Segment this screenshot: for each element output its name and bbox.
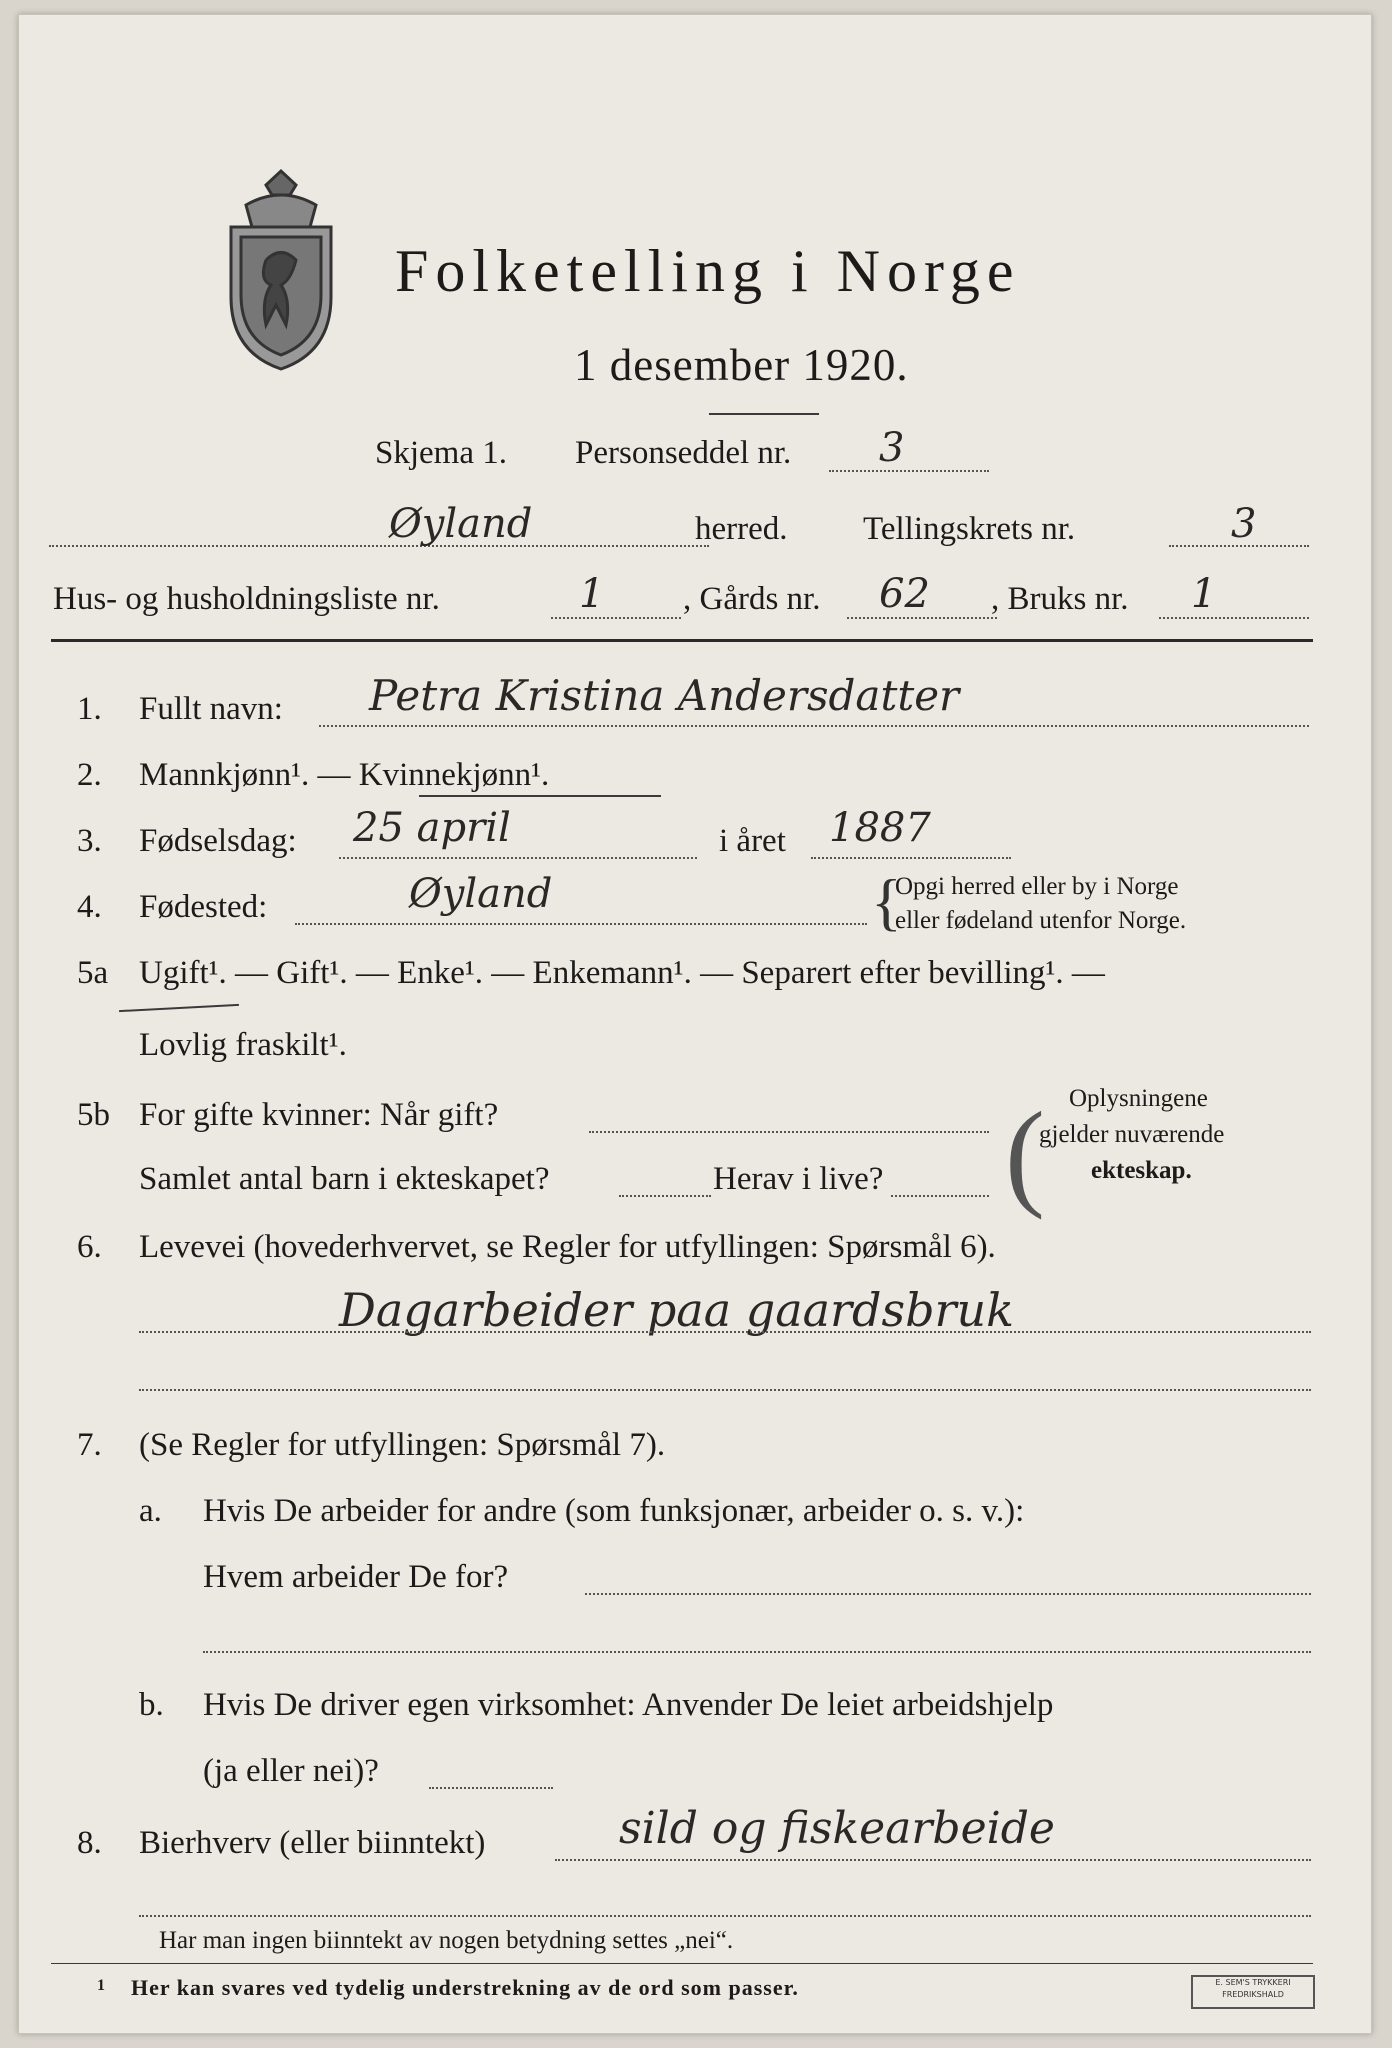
- birthplace-value[interactable]: Øyland: [409, 871, 553, 917]
- herred-line: [49, 545, 709, 547]
- q5b-label-2: Samlet antal barn i ekteskapet?: [139, 1161, 550, 1197]
- q8-label: Bierhverv (eller biinntekt): [139, 1825, 486, 1861]
- husliste-line: [551, 617, 681, 619]
- q7-label: (Se Regler for utfyllingen: Spørsmål 7).: [139, 1427, 666, 1463]
- side-income-value[interactable]: sild og fiskearbeide: [619, 1803, 1055, 1854]
- brace-icon-2: (: [1005, 1087, 1045, 1220]
- q1-line: [319, 725, 1309, 727]
- occupation-line-2: [139, 1389, 1311, 1391]
- tellingskrets-value[interactable]: 3: [1231, 501, 1257, 547]
- marital-status-options[interactable]: Ugift¹. — Gift¹. — Enke¹. — Enkemann¹. — Separert efter bevilling¹. —: [139, 955, 1105, 991]
- gards-value[interactable]: 62: [879, 571, 930, 617]
- q5b-number: 5b: [77, 1097, 110, 1133]
- q7-number: 7.: [77, 1427, 102, 1463]
- footer-rule: [51, 1963, 1313, 1964]
- q6-number: 6.: [77, 1229, 102, 1265]
- footnote-text: Her kan svares ved tydelig understrekning av de ord som passer.: [131, 1975, 799, 2000]
- birthdate-line: [339, 857, 697, 859]
- birthyear-value[interactable]: 1887: [829, 805, 931, 851]
- gards-line: [847, 617, 997, 619]
- birthplace-note-1: Opgi herred eller by i Norge: [895, 873, 1179, 900]
- q5a-number: 5a: [77, 955, 109, 991]
- q3-label: Fødselsdag:: [139, 823, 297, 859]
- q2-number: 2.: [77, 757, 102, 793]
- q8-number: 8.: [77, 1825, 102, 1861]
- q6-label: Levevei (hovederhvervet, se Regler for utfyllingen: Spørsmål 6).: [139, 1229, 996, 1265]
- skjema-label: Skjema 1.: [375, 435, 507, 471]
- q1-number: 1.: [77, 691, 102, 727]
- herred-label: herred.: [695, 511, 788, 547]
- bruks-label: , Bruks nr.: [991, 581, 1129, 617]
- q5b-note-3: ekteskap.: [1091, 1157, 1192, 1184]
- printer-name: E. SEM'S TRYKKERI: [1215, 1978, 1291, 1987]
- personseddel-line: [829, 470, 989, 472]
- q3-number: 3.: [77, 823, 102, 859]
- q7b-label-2: (ja eller nei)?: [203, 1753, 379, 1789]
- title-divider: [709, 413, 819, 415]
- side-income-line-1: [555, 1859, 1311, 1861]
- bruks-value[interactable]: 1: [1191, 571, 1217, 617]
- printer-stamp: [1191, 1975, 1315, 2009]
- employer-line-2: [203, 1651, 1311, 1653]
- gards-label: , Gårds nr.: [683, 581, 821, 617]
- gender-options[interactable]: Mannkjønn¹. — Kvinnekjønn¹.: [139, 757, 550, 793]
- brace-icon: {: [871, 866, 902, 937]
- census-form-page: [18, 14, 1372, 2034]
- married-when-line: [589, 1131, 989, 1133]
- birthdate-value[interactable]: 25 april: [353, 805, 511, 851]
- personseddel-value[interactable]: 3: [879, 425, 905, 471]
- occupation-line-1: [139, 1331, 1311, 1333]
- husliste-label: Hus- og husholdningsliste nr.: [53, 581, 440, 617]
- q5b-label-3: Herav i live?: [713, 1161, 884, 1197]
- tellingskrets-label: Tellingskrets nr.: [863, 511, 1076, 547]
- q7a-label-2: Hvem arbeider De for?: [203, 1559, 509, 1595]
- birthplace-note-2: eller fødeland utenfor Norge.: [895, 907, 1187, 934]
- gender-underline: [419, 795, 661, 797]
- side-income-note: Har man ingen biinntekt av nogen betydning settes „nei“.: [159, 1927, 734, 1954]
- norway-coat-of-arms-icon: [211, 165, 351, 380]
- q7b-number: b.: [139, 1687, 164, 1723]
- husliste-value[interactable]: 1: [579, 571, 605, 617]
- header-rule: [51, 639, 1313, 642]
- q5b-note-1: Oplysningene: [1069, 1085, 1208, 1112]
- year-label: i året: [719, 823, 786, 859]
- q1-label: Fullt navn:: [139, 691, 283, 727]
- q7a-number: a.: [139, 1493, 162, 1529]
- personseddel-label: Personseddel nr.: [575, 435, 792, 471]
- q4-number: 4.: [77, 889, 102, 925]
- census-date: 1 desember 1920.: [574, 340, 909, 390]
- q7b-label: Hvis De driver egen virksomhet: Anvender De leiet arbeidshjelp: [203, 1687, 1054, 1723]
- employer-line-1: [585, 1593, 1311, 1595]
- occupation-value[interactable]: Dagarbeider paa gaardsbruk: [339, 1283, 1015, 1337]
- printer-city: FREDRIKSHALD: [1222, 1990, 1284, 1999]
- marital-status-options-2[interactable]: Lovlig fraskilt¹.: [139, 1027, 347, 1063]
- alive-line: [891, 1195, 989, 1197]
- birthyear-line: [811, 857, 1011, 859]
- children-line: [619, 1195, 711, 1197]
- bruks-line: [1159, 617, 1309, 619]
- footnote-mark: 1: [97, 1977, 106, 1994]
- q5b-label: For gifte kvinner: Når gift?: [139, 1097, 499, 1133]
- full-name-value[interactable]: Petra Kristina Andersdatter: [369, 671, 960, 720]
- q7a-label: Hvis De arbeider for andre (som funksjonær, arbeider o. s. v.):: [203, 1493, 1025, 1529]
- q5b-note-2: gjelder nuværende: [1039, 1121, 1225, 1148]
- side-income-line-2: [139, 1915, 1311, 1917]
- herred-value[interactable]: Øyland: [389, 501, 533, 547]
- birthplace-line: [295, 923, 867, 925]
- form-title: Folketelling i Norge: [395, 238, 1021, 304]
- ugift-underline: [119, 1004, 239, 1012]
- hired-help-line: [429, 1787, 553, 1789]
- q4-label: Fødested:: [139, 889, 268, 925]
